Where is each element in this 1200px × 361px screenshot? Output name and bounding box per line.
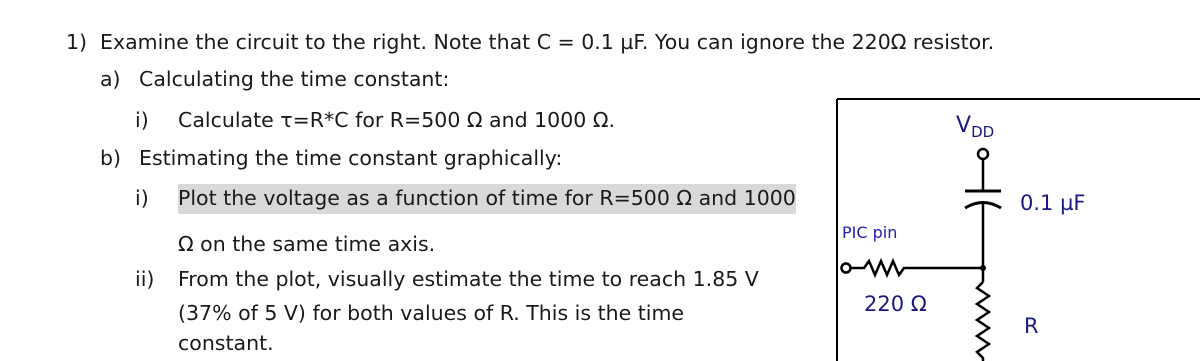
pic-pin-terminal — [842, 264, 851, 273]
question-text: Examine the circuit to the right. Note that C = 0.1 µF. You can ignore the 220Ω resistor. — [100, 30, 995, 54]
part-a-label: a) — [100, 67, 121, 91]
resistor-r-symbol — [977, 282, 989, 361]
part-b-item-1-line-2: Ω on the same time axis. — [178, 232, 436, 256]
part-a-text: Calculating the time constant: — [139, 67, 450, 91]
capacitor-symbol — [965, 191, 1001, 246]
part-b-item-2-label: ii) — [135, 267, 155, 291]
resistor-220-symbol — [850, 261, 983, 275]
resistor-r-label: R — [1024, 314, 1039, 338]
part-a-item-label: i) — [135, 108, 149, 132]
part-b-item-2-line-3: constant. — [178, 331, 274, 355]
part-b-item-1-label: i) — [135, 186, 149, 210]
vdd-label: $V_{DD}$ — [956, 113, 995, 141]
part-a-item-text: Calculate τ=R*C for R=500 Ω and 1000 Ω. — [178, 108, 616, 132]
part-b-label: b) — [100, 146, 122, 170]
part-b-text: Estimating the time constant graphically: — [139, 146, 563, 170]
circuit-diagram — [836, 98, 1200, 361]
resistor-220-label: 220 Ω — [864, 292, 927, 316]
pic-pin-label: PIC pin — [842, 223, 898, 242]
question-number: 1) — [66, 30, 88, 54]
vdd-terminal — [978, 149, 988, 159]
part-b-item-1-line-1 — [178, 186, 796, 210]
part-b-item-2-line-1: From the plot, visually estimate the time to reach 1.85 V — [178, 267, 759, 291]
highlighted-text: Plot the voltage as a function of time for R=500 Ω and 1000 — [178, 184, 796, 214]
capacitor-value-label: 0.1 µF — [1020, 191, 1086, 215]
part-b-item-2-line-2: (37% of 5 V) for both values of R. This is the time — [178, 301, 685, 325]
junction-dot — [980, 265, 986, 271]
